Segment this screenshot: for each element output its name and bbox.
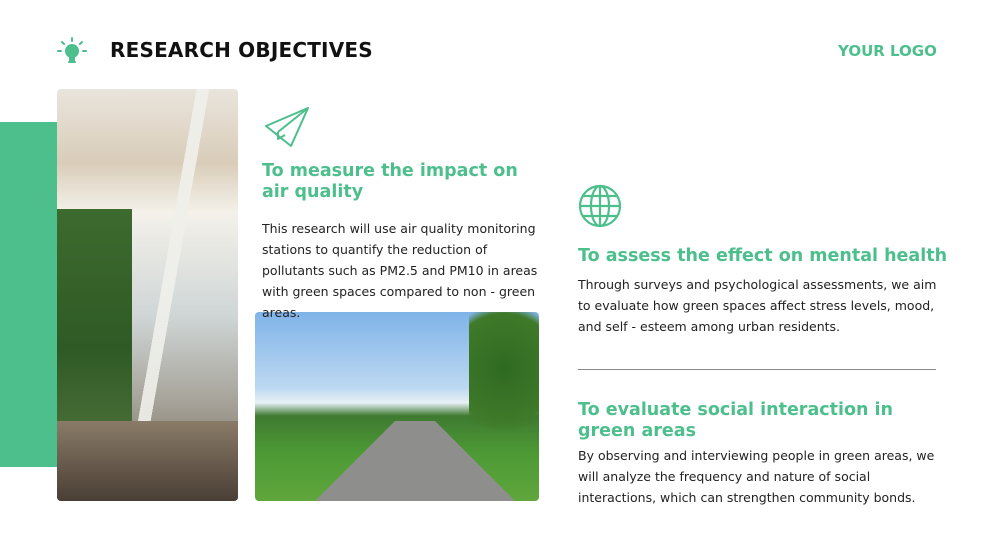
globe-icon bbox=[577, 183, 623, 233]
objective-body-social: By observing and interviewing people in green areas, we will analyze the frequency and nature of social interactions, which can strengthen community bonds. bbox=[578, 448, 935, 505]
objective-title-mental: To assess the effect on mental health bbox=[578, 246, 948, 266]
park-photo bbox=[255, 312, 539, 501]
objective-title-social: To evaluate social interaction in green areas bbox=[578, 400, 894, 441]
objective-title-air: To measure the impact on air quality bbox=[262, 161, 518, 202]
objective-body-air: This research will use air quality monitoring stations to quantify the reduction of pollutants such as PM2.5 and PM10 in areas with green spaces compared to non - green areas. bbox=[262, 221, 538, 320]
objective-body-mental: Through surveys and psychological assessments, we aim to evaluate how green spaces affect stress levels, mood, and self - esteem among urban residents. bbox=[578, 277, 937, 334]
logo: YOUR LOGO bbox=[838, 42, 937, 60]
divider bbox=[578, 369, 936, 370]
page-title: RESEARCH OBJECTIVES bbox=[110, 38, 373, 62]
interior-photo bbox=[57, 89, 238, 501]
lightbulb-icon bbox=[56, 36, 88, 68]
paper-plane-icon bbox=[263, 106, 311, 152]
accent-band bbox=[0, 122, 58, 467]
